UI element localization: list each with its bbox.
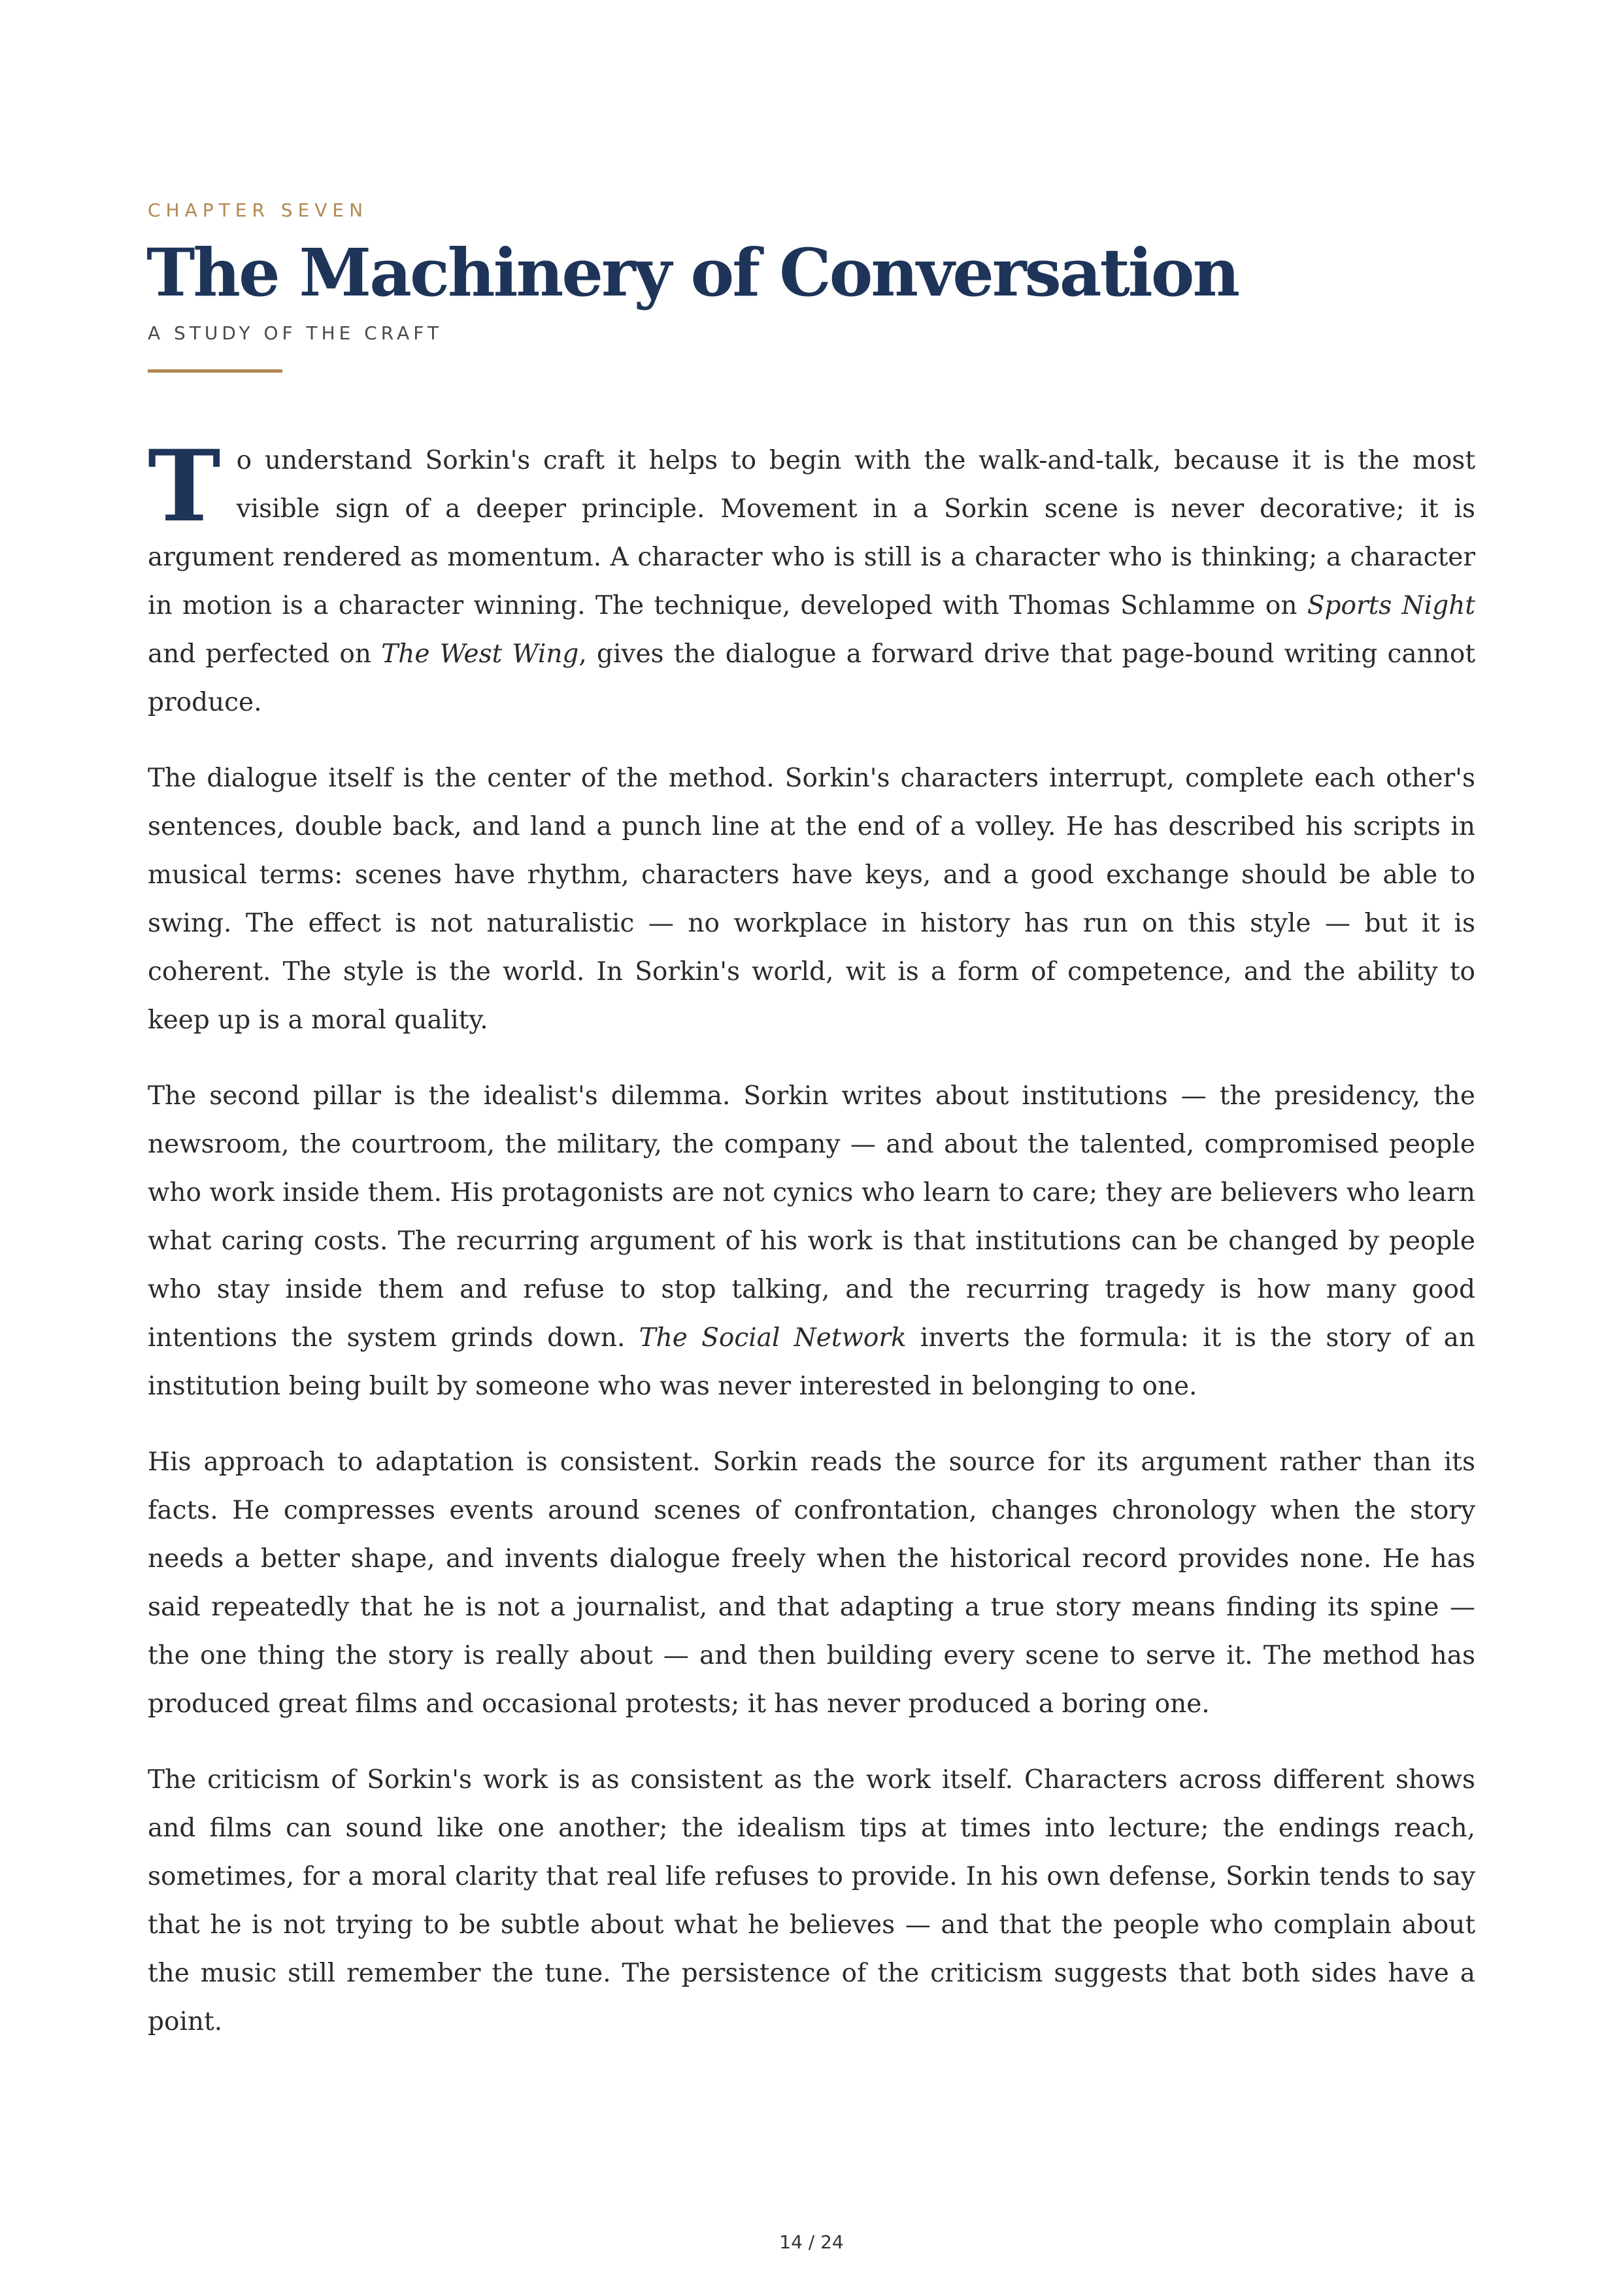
paragraph-3 [148, 1072, 1475, 1411]
drop-cap: T [148, 429, 221, 544]
paragraph-1-text-3: , gives the dialogue a forward drive that page-bound writing cannot produce. [148, 639, 1475, 717]
paragraph-3-text-2: inverts the formula: it is the story of an institution being built by someone who was never interested in belonging to one. [148, 1323, 1475, 1401]
paragraph-5: The criticism of Sorkin's work is as consistent as the work itself. Characters across different shows and films can sound like one another; the idealism tips at times into lecture; the endings reach, sometimes, for a moral clarity that real life refuses to provide. In his own defense, Sorkin tends to say that he is not trying to be subtle about what he believes — and that the people who complain about the music still remember the tune. The persistence of the criticism suggests that both sides have a point. [148, 1765, 1475, 2036]
paragraph-2: The dialogue itself is the center of the method. Sorkin's characters interrupt, complete each other's sentences, double back, and land a punch line at the end of a volley. He has described his scripts in musical terms: scenes have rhythm, characters have keys, and a good exchange should be able to swing. The effect is not naturalistic — no workplace in history has run on this style — but it is coherent. The style is the world. In Sorkin's world, wit is a form of competence, and the ability to keep up is a moral quality. [148, 764, 1475, 1035]
page-number: 14 / 24 [779, 2231, 844, 2253]
italic-title-west-wing: The West Wing [381, 639, 579, 669]
title-divider [148, 369, 282, 373]
paragraph-1-text-1: o understand Sorkin's craft it helps to begin with the walk-and-talk, because it is the most visible sign of a deeper principle. Movement in a Sorkin scene is never decorative; it is argument rendered as momentum. A character who is still is a character who is thinking; a character in motion is a character winning. The technique, developed with Thomas Schlamme on [148, 446, 1475, 620]
paragraph-4: His approach to adaptation is consistent. Sorkin reads the source for its argument rather than its facts. He compresses events around scenes of confrontation, changes chronology when the story needs a better shape, and invents dialogue freely when the historical record provides none. He has said repeatedly that he is not a journalist, and that adapting a true story means finding its spine — the one thing the story is really about — and then building every scene to serve it. The method has produced great films and occasional protests; it has never produced a boring one. [148, 1447, 1475, 1719]
chapter-label: CHAPTER SEVEN [148, 199, 369, 221]
chapter-body [148, 429, 1475, 2074]
chapter-title: The Machinery of Conversation [146, 234, 1239, 311]
italic-title-social-network: The Social Network [639, 1323, 907, 1353]
paragraph-1-text-2: and perfected on [148, 639, 382, 669]
paragraph-1 [148, 429, 1475, 727]
chapter-subtitle: A STUDY OF THE CRAFT [148, 322, 443, 344]
paragraph-3-text-1: The second pillar is the idealist's dilemma. Sorkin writes about institutions — the presidency, the newsroom, the courtroom, the military, the company — and about the talented, compromised people who work inside them. His protagonists are not cynics who learn to care; they are believers who learn what caring costs. The recurring argument of his work is that institutions can be changed by people who stay inside them and refuse to stop talking, and the recurring tragedy is how many good intentions the system grinds down. [148, 1081, 1475, 1353]
italic-title-sports-night: Sports Night [1307, 591, 1475, 620]
